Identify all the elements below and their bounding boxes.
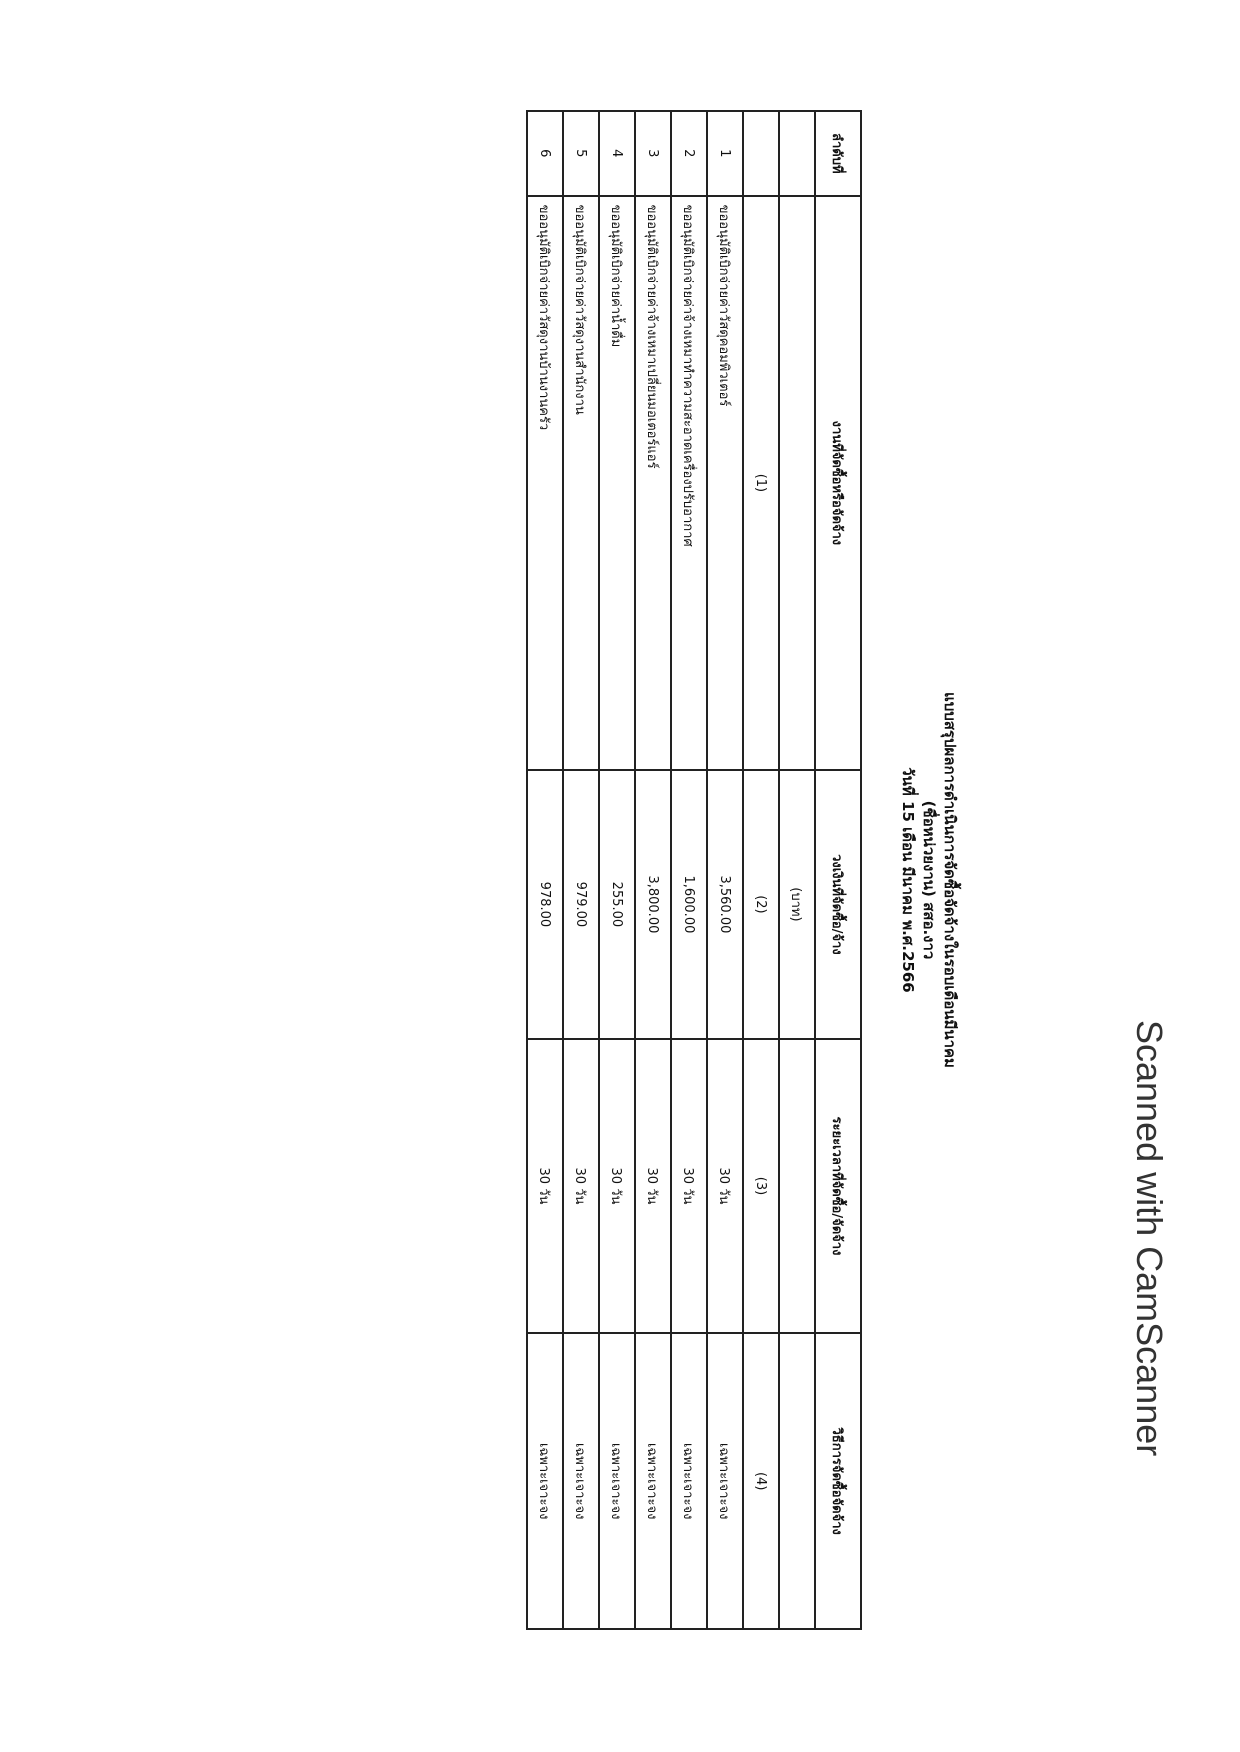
- empty-cell: [779, 1333, 815, 1629]
- table-row: [671, 111, 707, 1629]
- row-method: เฉพาะเจาะจง: [527, 1333, 563, 1629]
- table-row: [635, 111, 671, 1629]
- document-title: แบบสรุปผลการดำเนินการจัดซื้อจัดจ้างในรอบเดือนมีนาคม: [941, 692, 959, 1068]
- empty-cell: [743, 111, 779, 196]
- empty-cell: [779, 111, 815, 196]
- row-budget: 978.00: [527, 770, 563, 1038]
- header-seq: ลำดับที่: [815, 111, 861, 196]
- row-method: เฉพาะเจาะจง: [707, 1333, 743, 1629]
- row-method: เฉพาะเจาะจง: [599, 1333, 635, 1629]
- row-item: ขออนุมัติเบิกจ่ายค่าจ้างเหมาทำความสะอาดเครื่องปรับอากาศ: [671, 196, 707, 771]
- row-period: 30 วัน: [563, 1039, 599, 1334]
- column-number-3: (3): [743, 1039, 779, 1334]
- procurement-summary-table: [526, 110, 862, 1630]
- date-line: วันที่ 15 เดือน มีนาคม พ.ศ.2566: [899, 767, 917, 993]
- empty-cell: [779, 1039, 815, 1334]
- table-row: [599, 111, 635, 1629]
- table-row: [707, 111, 743, 1629]
- row-item: ขออนุมัติเบิกจ่ายค่าจ้างเหมาเปลี่ยนมอเตอร์แอร์: [635, 196, 671, 771]
- row-item: ขออนุมัติเบิกจ่ายค่าน้ำดื่ม: [599, 196, 635, 771]
- column-number-2: (2): [743, 770, 779, 1038]
- row-period: 30 วัน: [527, 1039, 563, 1334]
- column-number-4: (4): [743, 1333, 779, 1629]
- row-budget: 979.00: [563, 770, 599, 1038]
- row-seq: 6: [527, 111, 563, 196]
- table-header-row: [815, 111, 861, 1629]
- column-number-1: (1): [743, 196, 779, 771]
- row-budget: 255.00: [599, 770, 635, 1038]
- empty-cell: [779, 196, 815, 771]
- row-seq: 1: [707, 111, 743, 196]
- row-method: เฉพาะเจาะจง: [671, 1333, 707, 1629]
- title-block: [880, 100, 960, 1660]
- agency-name: (ชื่อหน่วยงาน) สสอ.งาว: [920, 800, 938, 960]
- row-period: 30 วัน: [671, 1039, 707, 1334]
- budget-unit-row: [779, 111, 815, 1629]
- row-seq: 3: [635, 111, 671, 196]
- header-item: งานที่จัดซื้อหรือจัดจ้าง: [815, 196, 861, 771]
- table-row: [563, 111, 599, 1629]
- header-budget: วงเงินที่จัดซื้อ/จ้าง: [815, 770, 861, 1038]
- row-method: เฉพาะเจาะจง: [563, 1333, 599, 1629]
- row-method: เฉพาะเจาะจง: [635, 1333, 671, 1629]
- row-budget: 1,600.00: [671, 770, 707, 1038]
- camscanner-watermark: Scanned with CamScanner: [1129, 1020, 1170, 1457]
- row-item: ขออนุมัติเบิกจ่ายค่าวัสดุงานบ้านงานครัว: [527, 196, 563, 771]
- row-seq: 5: [563, 111, 599, 196]
- column-number-row: [743, 111, 779, 1629]
- row-budget: 3,800.00: [635, 770, 671, 1038]
- table-row: [527, 111, 563, 1629]
- row-period: 30 วัน: [599, 1039, 635, 1334]
- row-period: 30 วัน: [635, 1039, 671, 1334]
- budget-unit: (บาท): [779, 770, 815, 1038]
- row-budget: 3,560.00: [707, 770, 743, 1038]
- row-seq: 4: [599, 111, 635, 196]
- header-method: วิธีการจัดซื้อจัดจ้าง: [815, 1333, 861, 1629]
- row-seq: 2: [671, 111, 707, 196]
- row-item: ขออนุมัติเบิกจ่ายค่าวัสดุคอมพิวเตอร์: [707, 196, 743, 771]
- row-item: ขออนุมัติเบิกจ่ายค่าวัสดุงานสำนักงาน: [563, 196, 599, 771]
- header-period: ระยะเวลาที่จัดซื้อ/จัดจ้าง: [815, 1039, 861, 1334]
- rotated-document: [536, 100, 960, 1660]
- row-period: 30 วัน: [707, 1039, 743, 1334]
